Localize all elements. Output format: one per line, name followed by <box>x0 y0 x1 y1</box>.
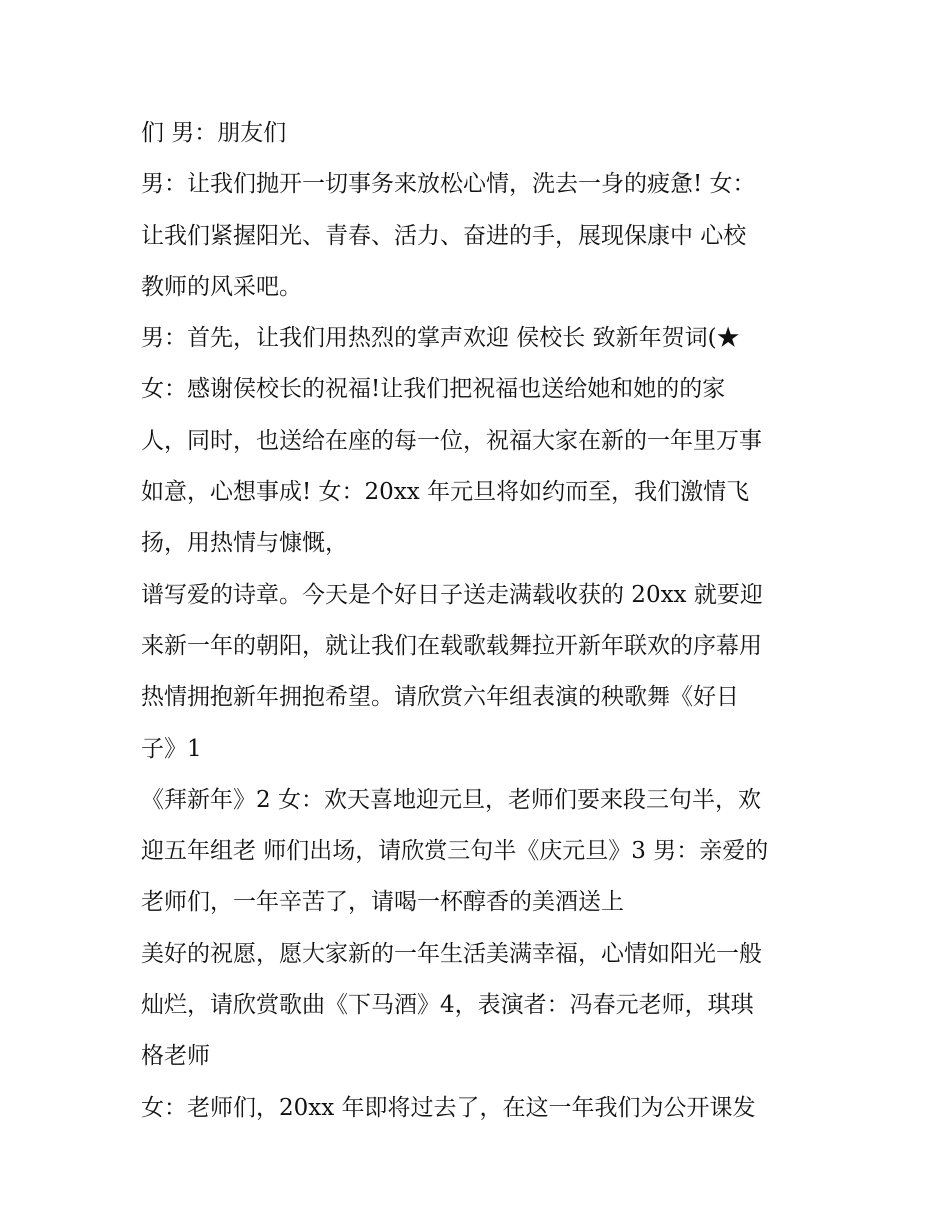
text-line: 迎五年组老 师们出场，请欣赏三句半《庆元旦》3 男：亲爱的 <box>141 838 769 865</box>
text-line: 们 男：朋友们 <box>141 120 287 146</box>
text-line: 男：首先，让我们用热烈的掌声欢迎 侯校长 致新年贺词(★ <box>141 325 740 352</box>
text-line: 如意，心想事成! 女：20xx 年元旦将如约而至，我们激情飞 <box>141 479 750 506</box>
text-line: 热情拥抱新年拥抱希望。请欣赏六年组表演的秧歌舞《好日 <box>141 684 739 711</box>
text-line: 让我们紧握阳光、青春、活力、奋进的手，展现保康中 心校 <box>141 222 747 249</box>
text-line: 灿烂，请欣赏歌曲《下马酒》4，表演者：冯春元老师，琪琪 <box>141 992 754 1019</box>
text-line: 扬，用热情与慷慨， <box>141 530 348 557</box>
text-line: 老师们，一年辛苦了，请喝一杯醇香的美酒送上 <box>141 889 624 916</box>
text-line: 来新一年的朝阳，就让我们在载歌载舞拉开新年联欢的序幕用 <box>141 632 762 659</box>
text-line: 《拜新年》2 女：欢天喜地迎元旦，老师们要来段三句半，欢 <box>141 786 761 813</box>
text-line: 格老师 <box>141 1043 210 1070</box>
text-line: 子》1 <box>141 735 202 762</box>
text-line: 美好的祝愿，愿大家新的一年生活美满幸福，心情如阳光一般 <box>141 940 762 967</box>
text-line: 男：让我们抛开一切事务来放松心情，洗去一身的疲惫! 女： <box>141 171 756 198</box>
text-line: 女：感谢侯校长的祝福!让我们把祝福也送给她和她的的家 <box>141 376 726 403</box>
text-line: 女：老师们，20xx 年即将过去了，在这一年我们为公开课发 <box>141 1094 756 1121</box>
text-line: 人，同时，也送给在座的每一位，祝福大家在新的一年里万事 <box>141 427 762 454</box>
document-body <box>141 108 841 1134</box>
text-line: 谱写爱的诗章。今天是个好日子送走满载收获的 20xx 就要迎 <box>141 581 763 608</box>
text-line: 教师的风采吧。 <box>141 273 302 300</box>
